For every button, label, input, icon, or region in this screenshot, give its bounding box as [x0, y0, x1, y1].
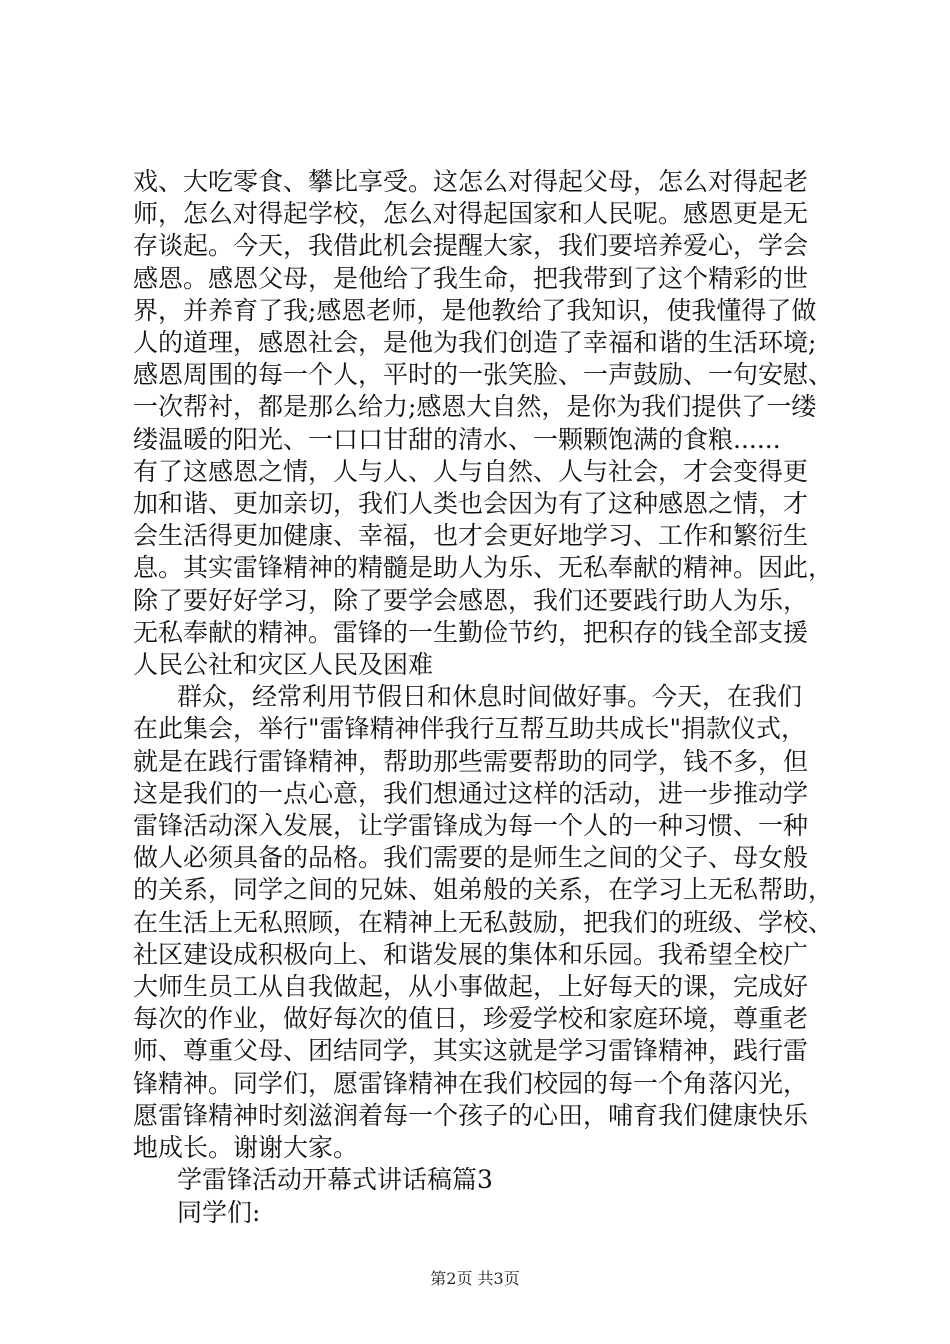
- section-heading: 学雷锋活动开幕式讲话稿篇3: [177, 1165, 493, 1195]
- text-line: 人民公社和灾区人民及困难: [133, 650, 434, 680]
- text-line: 锋精神。同学们，愿雷锋精神在我们校园的每一个角落闪光，: [133, 1068, 809, 1098]
- text-line: 一次帮衬，都是那么给力;感恩大自然，是你为我们提供了一缕: [133, 392, 817, 422]
- salutation-line: 同学们:: [177, 1197, 261, 1227]
- text-line: 愿雷锋精神时刻滋润着每一个孩子的心田，哺育我们健康快乐: [133, 1100, 809, 1130]
- text-line: 社区建设成积极向上、和谐发展的集体和乐园。我希望全校广: [133, 939, 809, 969]
- paragraph-start-line: 群众，经常利用节假日和休息时间做好事。今天，在我们: [177, 682, 803, 712]
- text-line: 就是在践行雷锋精神，帮助那些需要帮助的同学，钱不多，但: [133, 746, 809, 776]
- text-line: 人的道理，感恩社会，是他为我们创造了幸福和谐的生活环境;: [133, 328, 817, 358]
- text-line: 戏、大吃零食、攀比享受。这怎么对得起父母，怎么对得起老: [133, 167, 809, 196]
- text-line: 在此集会，举行"雷锋精神伴我行互帮互助共成长"捐款仪式，: [133, 714, 807, 744]
- text-line: 大师生员工从自我做起，从小事做起，上好每天的课，完成好: [133, 972, 809, 1002]
- text-line: 地成长。谢谢大家。: [133, 1133, 359, 1163]
- text-line: 师、尊重父母、团结同学，其实这就是学习雷锋精神，践行雷: [133, 1036, 809, 1066]
- page-footer: [0, 1269, 950, 1289]
- text-line: 息。其实雷锋精神的精髓是助人为乐、无私奉献的精神。因此，: [133, 553, 834, 583]
- text-line: 界，并养育了我;感恩老师，是他教给了我知识，使我懂得了做: [133, 295, 817, 325]
- text-line: 有了这感恩之情，人与人、人与自然、人与社会，才会变得更: [133, 456, 809, 486]
- text-line: 存谈起。今天，我借此机会提醒大家，我们要培养爱心，学会: [133, 231, 809, 261]
- text-line: 无私奉献的精神。雷锋的一生勤俭节约，把积存的钱全部支援: [133, 617, 809, 647]
- text-line: 感恩周围的每一个人，平时的一张笑脸、一声鼓励、一句安慰、: [133, 360, 834, 390]
- text-line: 每次的作业，做好每次的值日，珍爱学校和家庭环境，尊重老: [133, 1004, 809, 1034]
- text-line: 这是我们的一点心意，我们想通过这样的活动，进一步推动学: [133, 778, 809, 808]
- text-line: 加和谐、更加亲切，我们人类也会因为有了这种感恩之情，才: [133, 489, 809, 519]
- text-line: 师，怎么对得起学校，怎么对得起国家和人民呢。感恩更是无: [133, 199, 809, 229]
- text-line: 除了要好好学习，除了要学会感恩，我们还要践行助人为乐，: [133, 585, 809, 615]
- text-line: 缕温暖的阳光、一口口甘甜的清水、一颗颗饱满的食粮......: [133, 424, 781, 454]
- text-line: 会生活得更加健康、幸福，也才会更好地学习、工作和繁衍生: [133, 521, 809, 551]
- document-body: [133, 166, 833, 1229]
- text-line: 在生活上无私照顾，在精神上无私鼓励，把我们的班级、学校、: [133, 907, 834, 937]
- text-line: 做人必须具备的品格。我们需要的是师生之间的父子、母女般: [133, 843, 809, 873]
- text-line: 感恩。感恩父母，是他给了我生命，把我带到了这个精彩的世: [133, 263, 809, 293]
- text-line: 雷锋活动深入发展，让学雷锋成为每一个人的一种习惯、一种: [133, 811, 809, 841]
- page-number: 第2页 共3页: [430, 1269, 520, 1288]
- text-line: 的关系，同学之间的兄妹、姐弟般的关系，在学习上无私帮助，: [133, 875, 834, 905]
